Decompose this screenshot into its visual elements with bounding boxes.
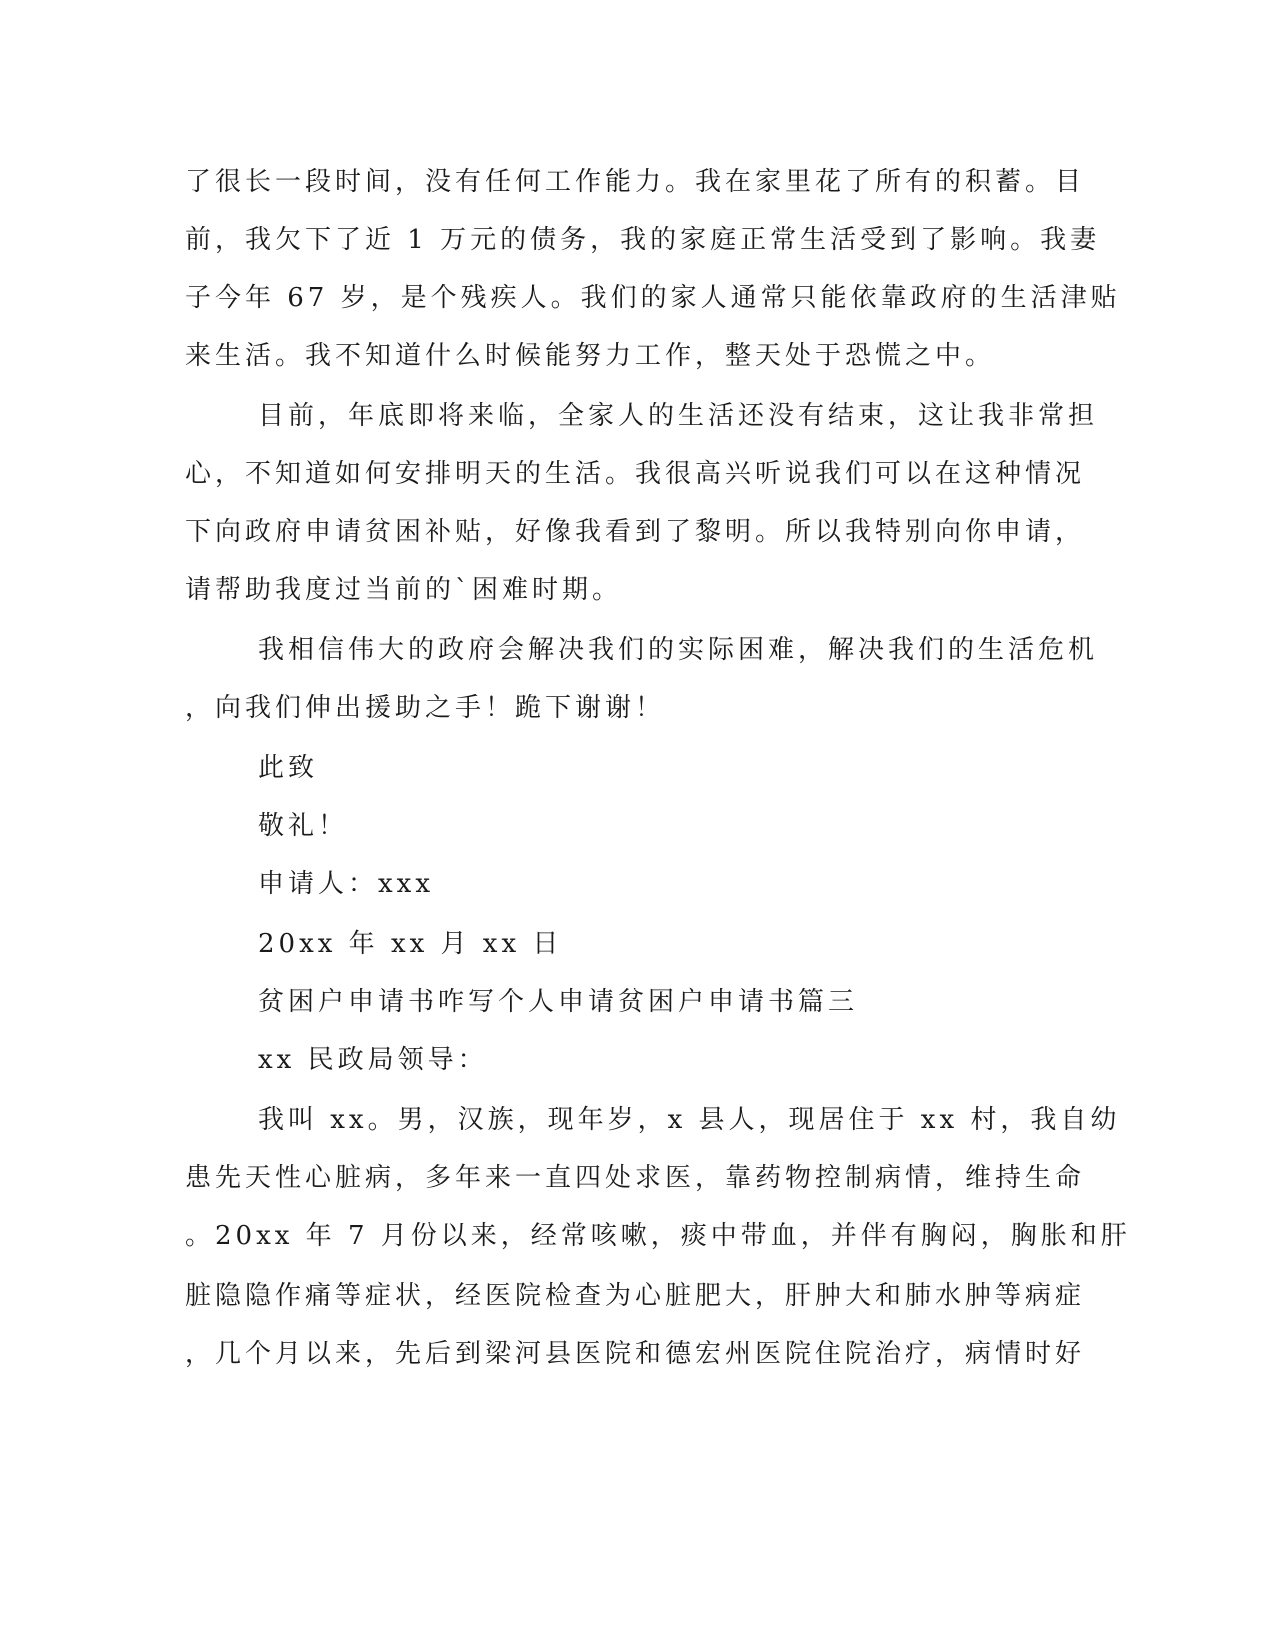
applicant-signature: 申请人：xxx [258,869,434,899]
section-heading: 贫困户申请书咋写个人申请贫困户申请书篇三 [258,987,859,1017]
text-line: 子今年 67 岁，是个残疾人。我们的家人通常只能依靠政府的生活津贴 [185,283,1121,313]
text-line: 请帮助我度过当前的`困难时期。 [185,575,623,605]
text-line: ，几个月以来，先后到梁河县医院和德宏州医院住院治疗，病情时好 [185,1339,1086,1369]
date-line: 20xx 年 xx 月 xx 日 [258,929,563,959]
paragraph-start: 目前，年底即将来临，全家人的生活还没有结束，这让我非常担 [258,401,1099,431]
text-line: 来生活。我不知道什么时候能努力工作，整天处于恐慌之中。 [185,341,996,371]
closing-regards: 敬礼！ [258,811,349,841]
paragraph-start: 我相信伟大的政府会解决我们的实际困难，解决我们的生活危机 [258,635,1099,665]
text-line: 下向政府申请贫困补贴，好像我看到了黎明。所以我特别向你申请， [185,517,1086,547]
text-line: 。20xx 年 7 月份以来，经常咳嗽，痰中带血，并伴有胸闷，胸胀和肝 [185,1221,1131,1251]
paragraph-start: 我叫 xx。男，汉族，现年岁，x 县人，现居住于 xx 村，我自幼 [258,1105,1121,1135]
text-line: 患先天性心脏病，多年来一直四处求医，靠药物控制病情，维持生命 [185,1163,1086,1193]
text-line: 心，不知道如何安排明天的生活。我很高兴听说我们可以在这种情况 [185,459,1086,489]
text-line: 前，我欠下了近 1 万元的债务，我的家庭正常生活受到了影响。我妻 [185,225,1101,255]
closing-salutation: 此致 [258,753,319,783]
text-line: 了很长一段时间，没有任何工作能力。我在家里花了所有的积蓄。目 [185,167,1086,197]
text-line: 脏隐隐作痛等症状，经医院检查为心脏肥大，肝肿大和肺水肿等病症 [185,1281,1086,1311]
text-line: ，向我们伸出援助之手！跪下谢谢！ [185,693,666,723]
letter-addressee: xx 民政局领导： [258,1045,488,1075]
